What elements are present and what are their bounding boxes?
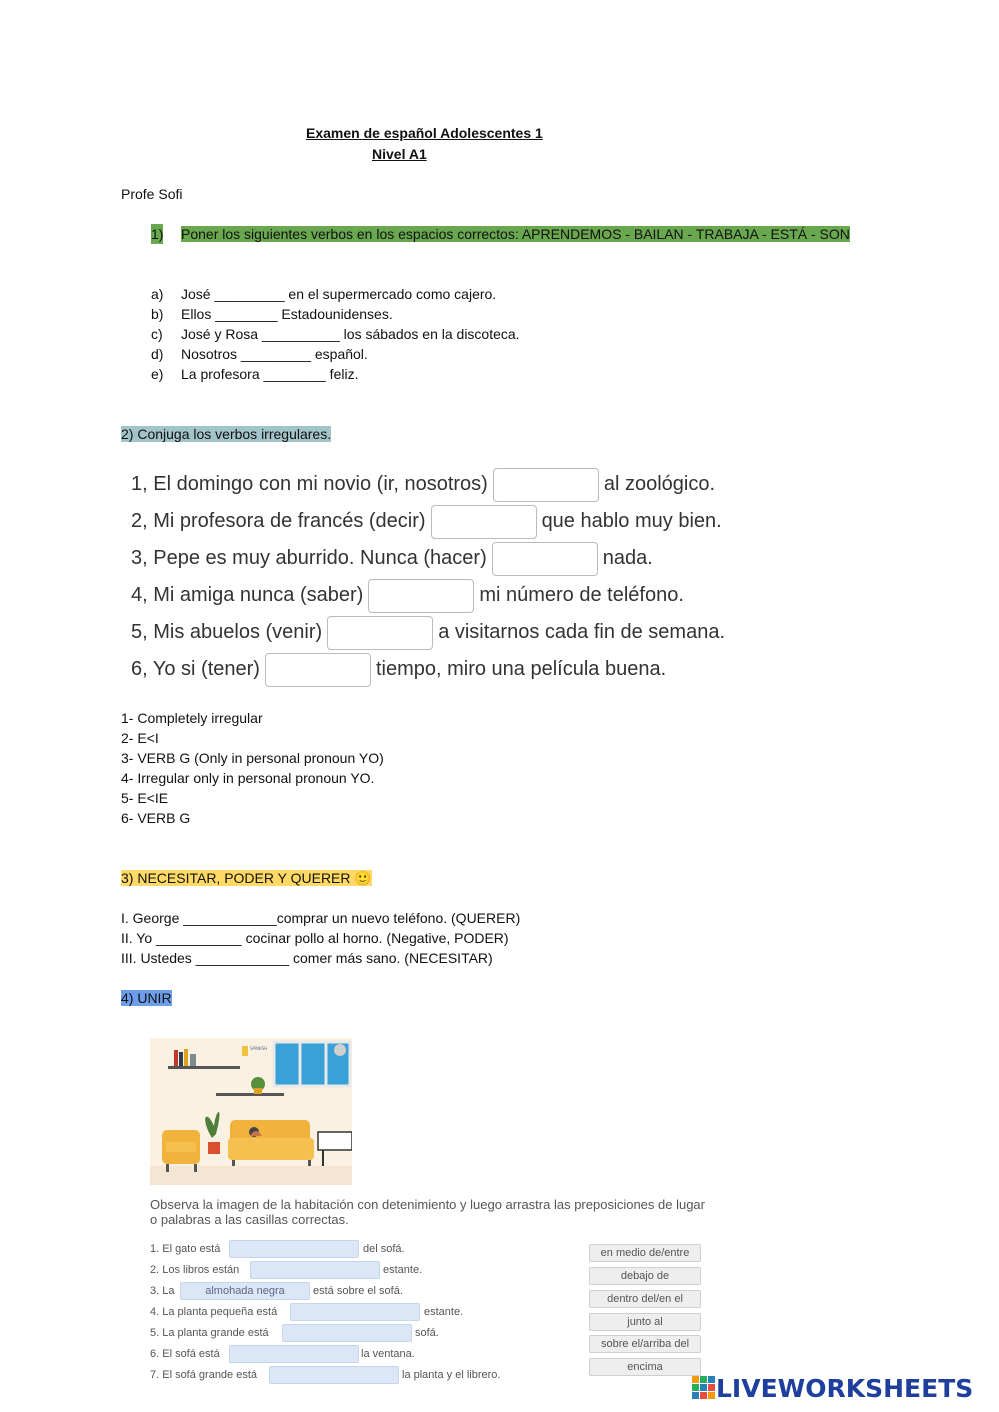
hint-line: 4- Irregular only in personal pronoun YO. [121, 770, 375, 786]
conjugation-row: 1, El domingo con mi novio (ir, nosotros) al zoológico. [131, 467, 715, 501]
drop-box[interactable] [269, 1366, 399, 1384]
option-chip[interactable]: sobre el/arriba del [589, 1335, 701, 1353]
hint-line: 1- Completely irregular [121, 710, 263, 726]
answer-input[interactable] [265, 653, 371, 687]
hint-line: 3- VERB G (Only in personal pronoun YO) [121, 750, 384, 766]
section4-instruction: Observa la imagen de la habitación con detenimiento y luego arrastra las preposiciones de lugar o palabras a las casillas correctas. [150, 1197, 705, 1227]
option-chip[interactable]: en medio de/entre [589, 1244, 701, 1262]
list-item: II. Yo ___________ cocinar pollo al horno. (Negative, PODER) [121, 930, 509, 946]
drop-box[interactable] [250, 1261, 380, 1279]
list-item: III. Ustedes ____________ comer más sano. (NECESITAR) [121, 950, 493, 966]
answer-input[interactable] [431, 505, 537, 539]
list-item: b) Ellos ________ Estadounidenses. [151, 306, 393, 322]
conjugation-row: 5, Mis abuelos (venir) a visitarnos cada fin de semana. [131, 615, 725, 649]
drop-row: 5. La planta grande está sofá. [150, 1324, 269, 1342]
drop-row: 3. La almohada negra está sobre el sofá. [150, 1282, 174, 1300]
svg-text:SPANISH: SPANISH [250, 1046, 268, 1051]
drop-box[interactable] [229, 1345, 359, 1363]
section2-heading: 2) Conjuga los verbos irregulares. [121, 426, 332, 442]
list-item: e) La profesora ________ feliz. [151, 366, 359, 382]
option-chip[interactable]: junto al [589, 1313, 701, 1331]
answer-input[interactable] [493, 468, 599, 502]
living-room-illustration [150, 1038, 352, 1185]
drop-box[interactable] [290, 1303, 420, 1321]
drop-row: 4. La planta pequeña está estante. [150, 1303, 277, 1321]
list-item: I. George ____________comprar un nuevo teléfono. (QUERER) [121, 910, 521, 926]
section1-number: 1) [151, 226, 164, 242]
drop-box[interactable] [229, 1240, 359, 1258]
drop-row: 1. El gato está del sofá. [150, 1240, 220, 1258]
hint-line: 6- VERB G [121, 810, 191, 826]
answer-input[interactable] [492, 542, 598, 576]
conjugation-row: 3, Pepe es muy aburrido. Nunca (hacer) nada. [131, 541, 653, 575]
list-item: d) Nosotros _________ español. [151, 346, 368, 362]
answer-input[interactable] [327, 616, 433, 650]
conjugation-row: 2, Mi profesora de francés (decir) que hablo muy bien. [131, 504, 722, 538]
option-chip[interactable]: dentro del/en el [589, 1290, 701, 1308]
teacher-name: Profe Sofi [121, 186, 183, 202]
hint-line: 2- E<I [121, 730, 159, 746]
section4-heading: 4) UNIR [121, 990, 172, 1006]
drop-row: 7. El sofá grande está la planta y el librero. [150, 1366, 257, 1384]
list-item: a) José _________ en el supermercado como cajero. [151, 286, 497, 302]
list-item: c) José y Rosa __________ los sábados en la discoteca. [151, 326, 520, 342]
drop-row: 2. Los libros están estante. [150, 1261, 239, 1279]
drop-box[interactable] [282, 1324, 412, 1342]
drop-box-filled[interactable]: almohada negra [180, 1282, 310, 1300]
drop-row: 6. El sofá está la ventana. [150, 1345, 220, 1363]
liveworksheets-logo-icon [692, 1376, 716, 1400]
conjugation-row: 6, Yo si (tener) tiempo, miro una película buena. [131, 652, 666, 686]
option-chip[interactable]: debajo de [589, 1267, 701, 1285]
answer-input[interactable] [368, 579, 474, 613]
section3-heading: 3) NECESITAR, PODER Y QUERER 🙂 [121, 870, 372, 886]
hint-line: 5- E<IE [121, 790, 169, 806]
option-chip[interactable]: encima [589, 1358, 701, 1376]
exam-title: Examen de español Adolescentes 1 [306, 125, 543, 141]
level-title: Nivel A1 [372, 146, 427, 162]
section1-text: Poner los siguientes verbos en los espacios correctos: APRENDEMOS - BAILAN - TRABAJA - ESTÁ - SON [181, 226, 850, 242]
conjugation-row: 4, Mi amiga nunca (saber) mi número de teléfono. [131, 578, 684, 612]
brand-name: LIVEWORKSHEETS [716, 1373, 974, 1403]
liveworksheets-logo [692, 1373, 973, 1403]
